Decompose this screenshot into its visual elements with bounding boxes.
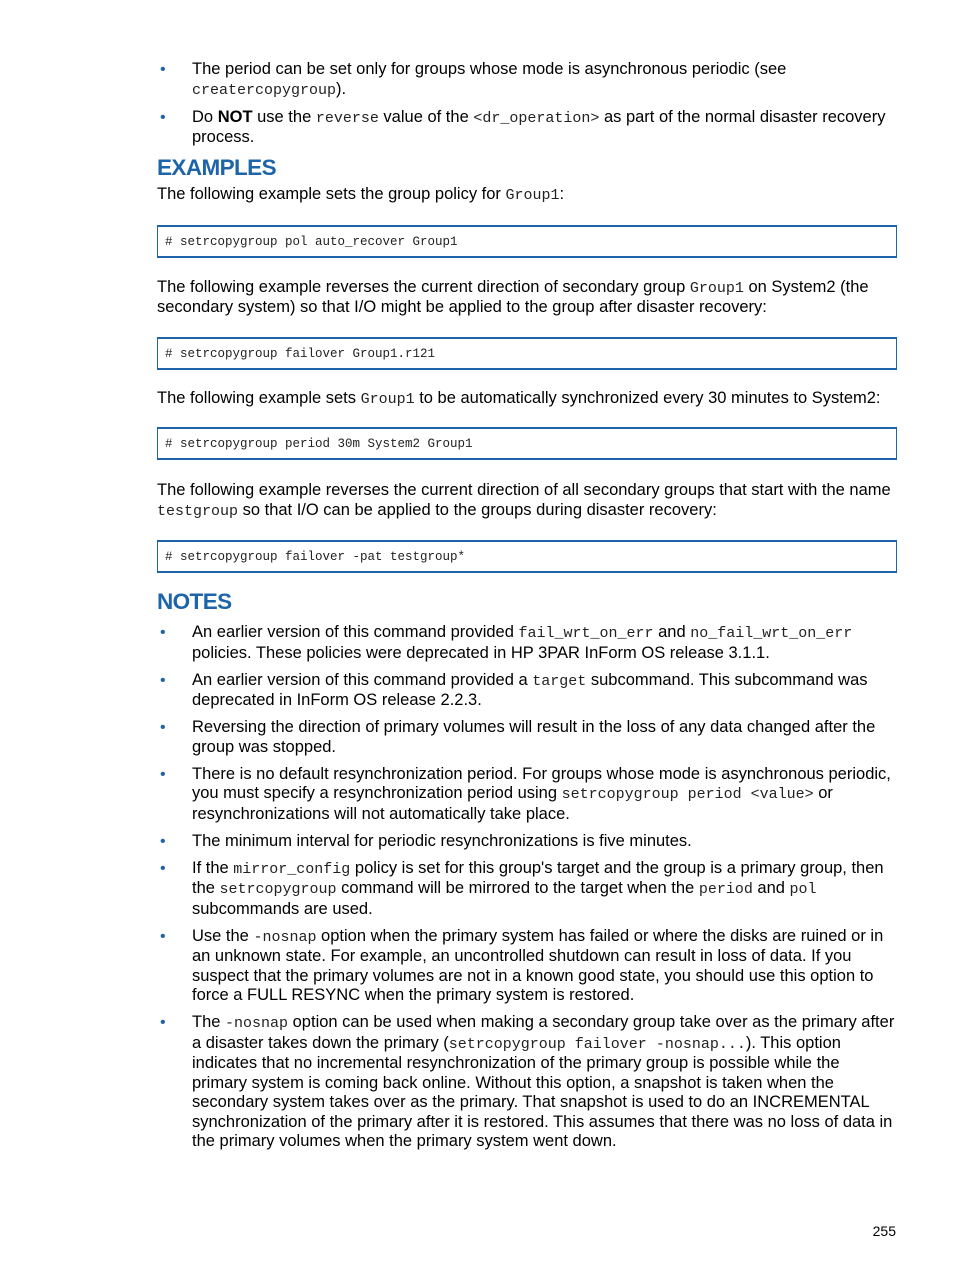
- example-3-text-end: to be automatically synchronized every 30 minutes to System2:: [414, 388, 881, 407]
- bullet-dot-icon: •: [160, 108, 166, 126]
- inline-code: period: [698, 881, 753, 898]
- inline-code: -nosnap: [253, 928, 317, 946]
- bullet-item: [157, 60, 897, 100]
- example-4-code-block: # setrcopygroup failover -pat testgroup*: [157, 540, 897, 573]
- bullet-dot-icon: •: [160, 765, 166, 783]
- example-4-text: The following example reverses the current direction of all secondary groups that start with the name: [157, 481, 891, 499]
- bullet-text: policy is set for this group's target and the group is a primary group, then the: [192, 858, 884, 897]
- example-1-text-end: :: [559, 185, 565, 203]
- bullet-text: use the: [252, 107, 316, 126]
- bullet-item: [157, 623, 897, 663]
- bullet-text: An earlier version of this command provided a: [192, 670, 533, 689]
- example-4-text-end: so that I/O can be applied to the groups during disaster recovery:: [238, 500, 717, 519]
- bullet-text: ).: [336, 79, 347, 98]
- example-2-text-end: on System2 (the secondary system) so that I/O might be applied to the group after disaster recovery:: [157, 277, 869, 316]
- bullet-item: [157, 832, 897, 852]
- bullet-text: or resynchronizations will not automatically take place.: [192, 784, 833, 823]
- examples-heading: EXAMPLES: [157, 155, 276, 180]
- bullet-item: [157, 927, 897, 1006]
- example-1-code-block: # setrcopygroup pol auto_recover Group1: [157, 225, 897, 258]
- bullet-text: There is no default resynchronization period. For groups whose mode is asynchronous periodic, you must specify a resynchronization period using: [192, 764, 891, 802]
- bullet-text: NOT: [217, 107, 253, 126]
- bullet-dot-icon: •: [160, 719, 166, 736]
- bullet-text: policies. These policies were deprecated in HP 3PAR InForm OS release 3.1.1.: [192, 643, 770, 662]
- inline-code: <dr_operation>: [473, 109, 600, 127]
- inline-code: no_fail_wrt_on_err: [690, 625, 853, 642]
- bullet-text: command will be mirrored to the target when the: [336, 879, 699, 897]
- inline-code: mirror_config: [233, 860, 351, 878]
- notes-bullet-list: [157, 623, 897, 1152]
- example-4-code-ref: testgroup: [157, 502, 239, 520]
- example-2-text: The following example reverses the current direction of secondary group: [157, 277, 690, 296]
- bullet-dot-icon: •: [160, 624, 166, 641]
- bullet-text: and: [752, 879, 790, 897]
- bullet-text: If the: [192, 858, 234, 877]
- example-2-description: [157, 278, 897, 318]
- example-1-text: The following example sets the group policy for: [157, 185, 506, 203]
- bullet-text: The period can be set only for groups whose mode is asynchronous periodic (see: [192, 60, 787, 78]
- bullet-dot-icon: •: [160, 832, 166, 850]
- bullet-text: subcommand. This subcommand was deprecated in InForm OS release 2.2.3.: [192, 670, 868, 709]
- intro-bullet-list: [157, 60, 897, 148]
- example-1-description: [157, 185, 897, 206]
- example-1-code-ref: Group1: [505, 187, 560, 204]
- bullet-text: value of the: [378, 107, 474, 126]
- inline-code: setrcopygroup: [219, 881, 337, 898]
- bullet-text: An earlier version of this command provided: [192, 623, 519, 641]
- inline-code: pol: [789, 881, 817, 898]
- bullet-text: Reversing the direction of primary volumes will result in the loss of any data changed after the group was stopped.: [192, 718, 876, 756]
- bullet-text: The minimum interval for periodic resynchronizations is five minutes.: [192, 831, 692, 850]
- example-4-description: [157, 481, 897, 521]
- example-3-code-ref: Group1: [360, 390, 415, 408]
- inline-code: reverse: [315, 109, 379, 127]
- inline-code: setrcopygroup failover -nosnap...: [448, 1035, 746, 1053]
- inline-code: creatercopygroup: [192, 81, 337, 99]
- bullet-dot-icon: •: [160, 927, 166, 945]
- notes-heading: NOTES: [157, 589, 232, 614]
- example-3-description: [157, 389, 897, 410]
- bullet-text: ). This option indicates that no incremental resynchronization of the primary group is possible while the primary system is coming back online. Without this option, a snapshot is taken when the secondary system takes over as the primary. That snapshot is used to do an INCREMENTAL synchronization of the primary after it is restored. This assumes that there was no loss of data in the primary volumes when the primary system went down.: [192, 1033, 893, 1150]
- bullet-dot-icon: •: [160, 859, 166, 877]
- bullet-text: Do: [192, 107, 218, 126]
- page-number: 255: [872, 1223, 896, 1239]
- bullet-dot-icon: •: [160, 61, 166, 78]
- bullet-text: The: [192, 1013, 226, 1031]
- bullet-item: [157, 671, 897, 711]
- bullet-item: [157, 108, 897, 148]
- example-3-text: The following example sets: [157, 388, 361, 407]
- inline-code: -nosnap: [225, 1015, 289, 1032]
- inline-code: target: [532, 672, 587, 690]
- bullet-item: [157, 1013, 897, 1152]
- bullet-dot-icon: •: [160, 1014, 166, 1031]
- bullet-item: [157, 859, 897, 920]
- example-2-code-block: # setrcopygroup failover Group1.r121: [157, 337, 897, 370]
- bullet-item: [157, 718, 897, 757]
- bullet-text: and: [653, 623, 691, 641]
- example-3-code-block: # setrcopygroup period 30m System2 Group1: [157, 427, 897, 460]
- bullet-text: subcommands are used.: [192, 899, 373, 918]
- page-content: [157, 60, 897, 1159]
- bullet-dot-icon: •: [160, 671, 166, 689]
- inline-code: fail_wrt_on_err: [518, 625, 654, 642]
- bullet-text: option when the primary system has failed or where the disks are ruined or in an unknown state. For example, an uncontrolled shutdown can result in loss of data. If you suspect that the primary volumes are not in a known good state, you should use this option to force a FULL RESYNC when the primary system is restored.: [192, 926, 884, 1004]
- example-2-code-ref: Group1: [689, 279, 744, 297]
- bullet-text: as part of the normal disaster recovery process.: [192, 107, 886, 146]
- bullet-text: Use the: [192, 926, 254, 945]
- bullet-text: option can be used when making a secondary group take over as the primary after a disaster takes down the primary (: [192, 1013, 895, 1052]
- inline-code: setrcopygroup period <value>: [561, 786, 814, 803]
- bullet-item: [157, 765, 897, 825]
